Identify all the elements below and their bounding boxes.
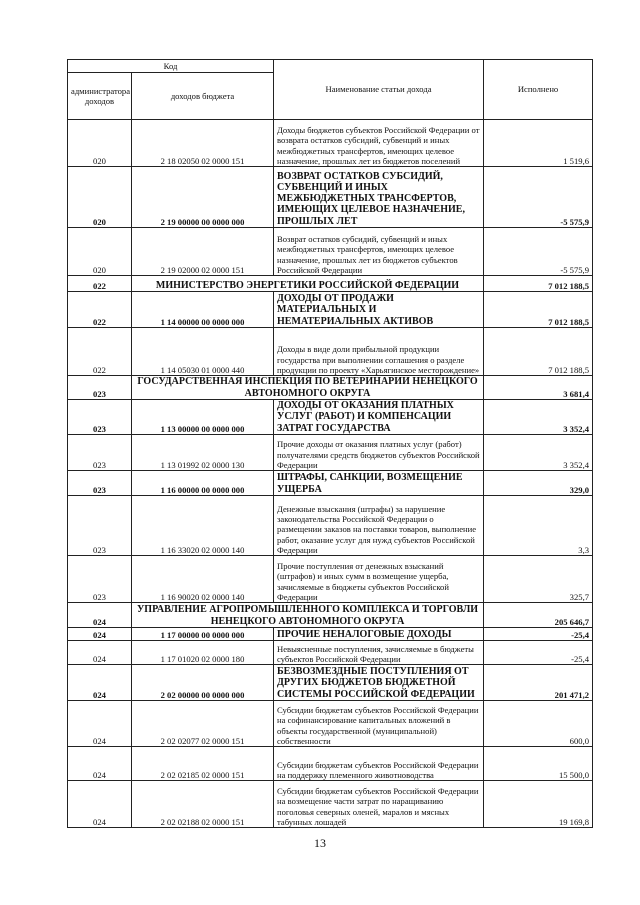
table-row bbox=[68, 701, 593, 747]
admin-code-cell: 020 bbox=[68, 167, 132, 228]
revenue-name-cell: ДОХОДЫ ОТ ОКАЗАНИЯ ПЛАТНЫХ УСЛУГ (РАБОТ) И КОМПЕНСАЦИИ ЗАТРАТ ГОСУДАРСТВА bbox=[274, 400, 484, 435]
header-row-code bbox=[68, 60, 593, 73]
admin-code-cell: 023 bbox=[68, 496, 132, 556]
table-row bbox=[68, 628, 593, 641]
revenue-code-cell: 1 14 05030 01 0000 440 bbox=[132, 328, 274, 376]
table-row bbox=[68, 328, 593, 376]
revenue-code-cell: 2 02 02185 02 0000 151 bbox=[132, 747, 274, 781]
table-row bbox=[68, 471, 593, 496]
revenue-code-cell: 1 17 00000 00 0000 000 bbox=[132, 628, 274, 641]
header-admin-column: администратора доходов bbox=[68, 73, 132, 120]
organization-name-cell: МИНИСТЕРСТВО ЭНЕРГЕТИКИ РОССИЙСКОЙ ФЕДЕРАЦИИ bbox=[132, 276, 484, 292]
table-row bbox=[68, 276, 593, 292]
executed-amount-cell: 7 012 188,5 bbox=[484, 328, 593, 376]
table-row bbox=[68, 603, 593, 628]
table-row bbox=[68, 228, 593, 276]
revenue-code-cell: 1 16 90020 02 0000 140 bbox=[132, 556, 274, 603]
admin-code-cell: 024 bbox=[68, 603, 132, 628]
revenue-code-cell: 2 02 00000 00 0000 000 bbox=[132, 665, 274, 701]
admin-code-cell: 020 bbox=[68, 120, 132, 167]
table-row bbox=[68, 641, 593, 665]
table-row bbox=[68, 376, 593, 400]
table-row bbox=[68, 496, 593, 556]
admin-code-cell: 023 bbox=[68, 400, 132, 435]
admin-code-cell: 023 bbox=[68, 556, 132, 603]
executed-amount-cell: 201 471,2 bbox=[484, 665, 593, 701]
revenue-code-cell: 1 16 33020 02 0000 140 bbox=[132, 496, 274, 556]
revenue-code-cell: 2 19 00000 00 0000 000 bbox=[132, 167, 274, 228]
table-row bbox=[68, 747, 593, 781]
executed-amount-cell: 325,7 bbox=[484, 556, 593, 603]
revenue-code-cell: 2 02 02077 02 0000 151 bbox=[132, 701, 274, 747]
table-row bbox=[68, 435, 593, 471]
revenue-code-cell: 2 19 02000 02 0000 151 bbox=[132, 228, 274, 276]
organization-name-cell: ГОСУДАРСТВЕННАЯ ИНСПЕКЦИЯ ПО ВЕТЕРИНАРИИ НЕНЕЦКОГО АВТОНОМНОГО ОКРУГА bbox=[132, 376, 484, 400]
table-row bbox=[68, 120, 593, 167]
admin-code-cell: 023 bbox=[68, 376, 132, 400]
revenue-name-cell: Прочие поступления от денежных взысканий (штрафов) и иных сумм в возмещение ущерба, зачисляемые в бюджеты субъектов Российской Федерации bbox=[274, 556, 484, 603]
executed-amount-cell: -5 575,9 bbox=[484, 228, 593, 276]
table-row bbox=[68, 167, 593, 228]
revenue-name-cell: ШТРАФЫ, САНКЦИИ, ВОЗМЕЩЕНИЕ УЩЕРБА bbox=[274, 471, 484, 496]
executed-amount-cell: -25,4 bbox=[484, 628, 593, 641]
executed-amount-cell: 7 012 188,5 bbox=[484, 276, 593, 292]
executed-amount-cell: 3,3 bbox=[484, 496, 593, 556]
header-code-group: Код bbox=[68, 60, 274, 73]
admin-code-cell: 020 bbox=[68, 228, 132, 276]
revenue-name-cell: Субсидии бюджетам субъектов Российской Федерации на возмещение части затрат по наращиванию поголовья северных оленей, маралов и мясных табунных лошадей bbox=[274, 781, 484, 828]
revenue-code-cell: 2 18 02050 02 0000 151 bbox=[132, 120, 274, 167]
admin-code-cell: 022 bbox=[68, 292, 132, 328]
admin-code-cell: 024 bbox=[68, 628, 132, 641]
organization-name-cell: УПРАВЛЕНИЕ АГРОПРОМЫШЛЕННОГО КОМПЛЕКСА И ТОРГОВЛИ НЕНЕЦКОГО АВТОНОМНОГО ОКРУГА bbox=[132, 603, 484, 628]
admin-code-cell: 024 bbox=[68, 665, 132, 701]
executed-amount-cell: 329,0 bbox=[484, 471, 593, 496]
admin-code-cell: 024 bbox=[68, 701, 132, 747]
header-code-column: доходов бюджета bbox=[132, 73, 274, 120]
executed-amount-cell: -25,4 bbox=[484, 641, 593, 665]
executed-amount-cell: 3 352,4 bbox=[484, 435, 593, 471]
revenue-name-cell: Доходы в виде доли прибыльной продукции государства при выполнении соглашения о разделе продукции по проекту «Харьягинское месторождение» bbox=[274, 328, 484, 376]
revenue-name-cell: Субсидии бюджетам субъектов Российской Федерации на софинансирование капитальных вложений в объекты государственной (муниципальной) собственности bbox=[274, 701, 484, 747]
revenue-code-cell: 1 17 01020 02 0000 180 bbox=[132, 641, 274, 665]
revenue-name-cell: ДОХОДЫ ОТ ПРОДАЖИ МАТЕРИАЛЬНЫХ И НЕМАТЕРИАЛЬНЫХ АКТИВОВ bbox=[274, 292, 484, 328]
admin-code-cell: 024 bbox=[68, 781, 132, 828]
revenue-name-cell: Доходы бюджетов субъектов Российской Федерации от возврата остатков субсидий, субвенций и иных межбюджетных трансфертов, имеющих целевое назначение, прошлых лет из бюджетов поселений bbox=[274, 120, 484, 167]
revenue-code-cell: 1 14 00000 00 0000 000 bbox=[132, 292, 274, 328]
table-row bbox=[68, 781, 593, 828]
revenue-table bbox=[67, 59, 593, 828]
page-number: 13 bbox=[314, 836, 326, 850]
revenue-code-cell: 1 13 00000 00 0000 000 bbox=[132, 400, 274, 435]
table-row bbox=[68, 400, 593, 435]
admin-code-cell: 023 bbox=[68, 435, 132, 471]
revenue-name-cell: Прочие доходы от оказания платных услуг (работ) получателями средств бюджетов субъектов Российской Федерации bbox=[274, 435, 484, 471]
executed-amount-cell: 1 519,6 bbox=[484, 120, 593, 167]
admin-code-cell: 023 bbox=[68, 471, 132, 496]
revenue-name-cell: Денежные взыскания (штрафы) за нарушение законодательства Российской Федерации о размещении заказов на поставки товаров, выполнение работ, оказание услуг для нужд субъектов Российской Федерации bbox=[274, 496, 484, 556]
executed-amount-cell: 3 352,4 bbox=[484, 400, 593, 435]
revenue-name-cell: ВОЗВРАТ ОСТАТКОВ СУБСИДИЙ, СУБВЕНЦИЙ И ИНЫХ МЕЖБЮДЖЕТНЫХ ТРАНСФЕРТОВ, ИМЕЮЩИХ ЦЕЛЕВОЕ НАЗНАЧЕНИЕ, ПРОШЛЫХ ЛЕТ bbox=[274, 167, 484, 228]
revenue-name-cell: ПРОЧИЕ НЕНАЛОГОВЫЕ ДОХОДЫ bbox=[274, 628, 484, 641]
revenue-code-cell: 1 13 01992 02 0000 130 bbox=[132, 435, 274, 471]
admin-code-cell: 022 bbox=[68, 276, 132, 292]
admin-code-cell: 022 bbox=[68, 328, 132, 376]
admin-code-cell: 024 bbox=[68, 747, 132, 781]
revenue-code-cell: 1 16 00000 00 0000 000 bbox=[132, 471, 274, 496]
admin-code-cell: 024 bbox=[68, 641, 132, 665]
header-value-column: Исполнено bbox=[484, 60, 593, 120]
revenue-name-cell: Возврат остатков субсидий, субвенций и иных межбюджетных трансфертов, имеющих целевое назначение, прошлых лет из бюджетов субъектов Российской Федерации bbox=[274, 228, 484, 276]
executed-amount-cell: 7 012 188,5 bbox=[484, 292, 593, 328]
table-row bbox=[68, 556, 593, 603]
table-row bbox=[68, 292, 593, 328]
executed-amount-cell: 19 169,8 bbox=[484, 781, 593, 828]
revenue-code-cell: 2 02 02188 02 0000 151 bbox=[132, 781, 274, 828]
executed-amount-cell: 205 646,7 bbox=[484, 603, 593, 628]
executed-amount-cell: 3 681,4 bbox=[484, 376, 593, 400]
executed-amount-cell: 600,0 bbox=[484, 701, 593, 747]
revenue-name-cell: БЕЗВОЗМЕЗДНЫЕ ПОСТУПЛЕНИЯ ОТ ДРУГИХ БЮДЖЕТОВ БЮДЖЕТНОЙ СИСТЕМЫ РОССИЙСКОЙ ФЕДЕРАЦИИ bbox=[274, 665, 484, 701]
revenue-name-cell: Субсидии бюджетам субъектов Российской Федерации на поддержку племенного животноводства bbox=[274, 747, 484, 781]
executed-amount-cell: 15 500,0 bbox=[484, 747, 593, 781]
table-row bbox=[68, 665, 593, 701]
header-name-column: Наименование статьи дохода bbox=[274, 60, 484, 120]
executed-amount-cell: -5 575,9 bbox=[484, 167, 593, 228]
revenue-name-cell: Невыясненные поступления, зачисляемые в бюджеты субъектов Российской Федерации bbox=[274, 641, 484, 665]
